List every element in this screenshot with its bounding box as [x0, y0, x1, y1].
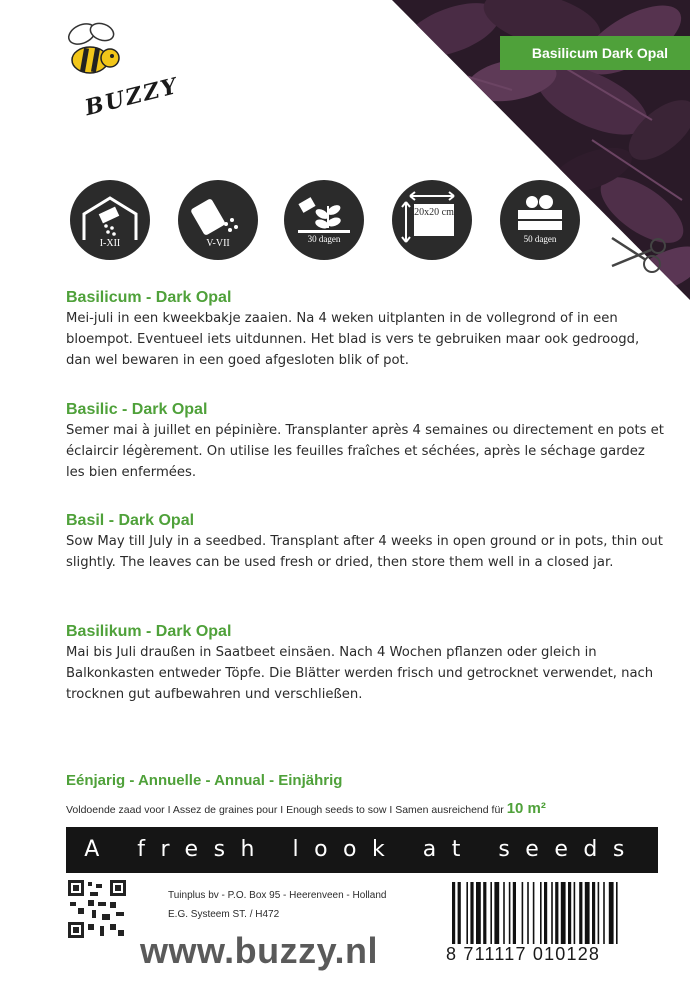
section-dutch: [66, 288, 666, 371]
section-title: Basilicum - Dark Opal: [66, 289, 232, 306]
slogan-bar: A fresh look at seeds: [66, 827, 658, 873]
harvest-label: 50 dagen: [523, 234, 557, 244]
section-title: Basilikum - Dark Opal: [66, 623, 232, 640]
section-body: Mai bis Juli draußen in Saatbeet einsäen. Nach 4 Wochen pflanzen oder gleich in Balkonkasten entweder Töpfe. Die Blätter werden frisch und getrocknet verwendet, nach trocknen gut aufbewahren und verschließen.: [66, 645, 654, 702]
website-link[interactable]: www.buzzy.nl: [140, 930, 378, 971]
section-body: Sow May till July in a seedbed. Transplant after 4 weeks in open ground or in pots, thin out slightly. The leaves can be used fresh or dried, then store them well in a closed jar.: [66, 534, 663, 570]
section-body: Mei-juli in een kweekbakje zaaien. Na 4 weken uitplanten in de vollegrond of in een bloempot. Eventueel iets uitdunnen. Het blad is vers te gebruiken maar ook gedroogd, dan wel bewaren in een goed afgesloten blik of pot.: [66, 311, 640, 368]
section-title: Basil - Dark Opal: [66, 512, 195, 529]
company-address: [168, 886, 386, 924]
section-english: [66, 511, 666, 573]
harvest-icon: [500, 180, 580, 260]
germination-label: 30 dagen: [307, 234, 341, 244]
sow-area: 10 m²: [506, 800, 546, 817]
cultivation-icons: [70, 180, 590, 270]
address-line: E.G. Systeem ST. / H472: [168, 909, 280, 920]
sowing-outdoor-icon: [178, 180, 258, 260]
scissors-icon: [606, 232, 666, 276]
spacing-icon: [392, 180, 472, 260]
germination-icon: [284, 180, 364, 260]
barcode-number: 8 711117 010128: [446, 944, 601, 964]
section-german: [66, 622, 666, 705]
sowing-period-icon: [70, 180, 150, 260]
product-title-banner: Basilicum Dark Opal: [500, 36, 690, 70]
sowing-period-label: I-XII: [99, 238, 121, 249]
address-line: Tuinplus bv - P.O. Box 95 - Heerenveen - Holland: [168, 890, 387, 901]
spacing-label: 20x20 cm: [414, 207, 454, 218]
qr-code: [66, 878, 128, 940]
section-title: Basilic - Dark Opal: [66, 401, 208, 418]
section-body: Semer mai à juillet en pépinière. Transplanter après 4 semaines ou directement en pots et éclaircir légèrement. On utilise les feuilles fraîches et séchées, après le séchage gardez les bien enfermées.: [66, 423, 664, 480]
sow-text: Voldoende zaad voor I Assez de graines pour I Enough seeds to sow I Samen ausreichend für: [66, 804, 504, 816]
brand-logo: [60, 22, 190, 132]
brand-wordmark: BUZZY: [82, 72, 182, 122]
sowing-outdoor-label: V-VII: [206, 238, 230, 249]
section-french: [66, 400, 666, 483]
annual-label: Eénjarig - Annuelle - Annual - Einjährig: [66, 772, 343, 789]
sow-amount: [66, 800, 546, 817]
